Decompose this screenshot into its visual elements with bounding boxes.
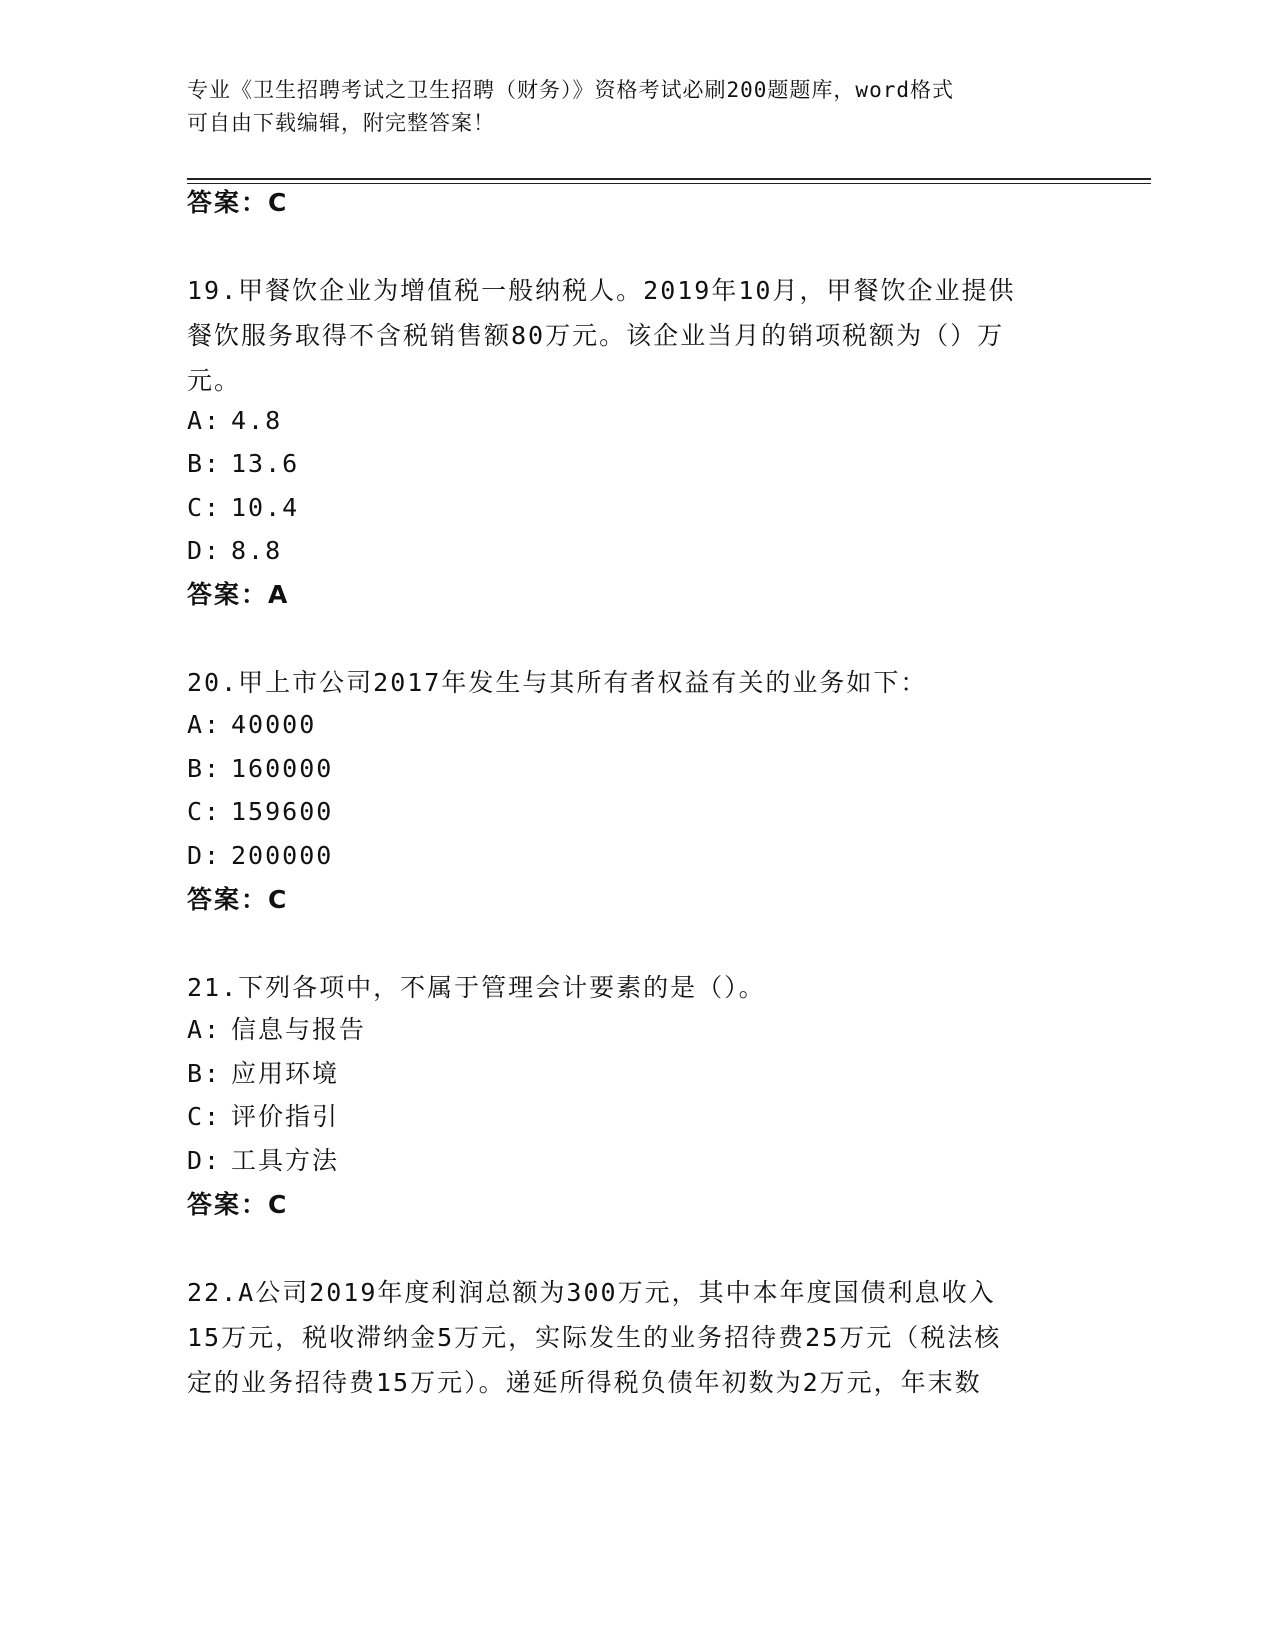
option-text: 13.6 [231,449,300,478]
option-letter: D: [187,1146,222,1175]
option-letter: D: [187,841,222,870]
question-line: 元。 [187,366,242,395]
option-d [187,839,333,873]
question-line: 21.下列各项中，不属于管理会计要素的是（）。 [187,973,766,1002]
header-divider-thin [187,183,1151,184]
option-text: 4.8 [231,406,283,435]
answer-label: 答案：C [187,885,289,914]
question-line: 22.A公司2019年度利润总额为300万元，其中本年度国债利息收入 [187,1278,996,1307]
option-text: 工具方法 [231,1146,340,1175]
option-d [187,534,282,568]
answer-label: 答案：A [187,580,290,609]
header-line-1: 专业《卫生招聘考试之卫生招聘（财务）》资格考试必刷200题题库，word格式 [187,78,954,102]
option-b [187,752,333,786]
answer-label: 答案：C [187,188,289,217]
option-text: 10.4 [231,493,300,522]
option-d [187,1144,339,1178]
option-a [187,1013,366,1047]
option-b [187,447,299,481]
option-letter: A: [187,406,222,435]
option-letter: A: [187,1015,222,1044]
option-letter: B: [187,1059,222,1088]
question-line: 19.甲餐饮企业为增值税一般纳税人。2019年10月，甲餐饮企业提供 [187,276,1016,305]
option-a [187,708,316,742]
question-22-text [187,1270,1087,1405]
answer-label: 答案：C [187,1190,289,1219]
option-text: 信息与报告 [231,1015,367,1044]
option-letter: A: [187,710,222,739]
document-header [187,74,1067,140]
option-c [187,795,333,829]
question-19-text [187,268,1087,403]
question-21-text [187,965,1087,1010]
question-line: 20.甲上市公司2017年发生与其所有者权益有关的业务如下： [187,668,928,697]
option-letter: C: [187,493,222,522]
question-line: 15万元，税收滞纳金5万元，实际发生的业务招待费25万元（税法核 [187,1323,1002,1352]
option-text: 160000 [231,754,334,783]
question-20-text [187,660,1087,705]
option-letter: B: [187,449,222,478]
option-c [187,1100,339,1134]
option-c [187,491,299,525]
option-letter: D: [187,536,222,565]
option-text: 评价指引 [231,1102,340,1131]
option-a [187,404,282,438]
question-line: 定的业务招待费15万元）。递延所得税负债年初数为2万元，年末数 [187,1368,982,1397]
option-text: 40000 [231,710,317,739]
option-b [187,1057,339,1091]
option-text: 8.8 [231,536,283,565]
header-divider-thick [187,178,1151,180]
option-text: 200000 [231,841,334,870]
option-text: 159600 [231,797,334,826]
header-line-2: 可自由下载编辑，附完整答案！ [187,111,495,135]
question-line: 餐饮服务取得不含税销售额80万元。该企业当月的销项税额为（）万 [187,321,1005,350]
option-text: 应用环境 [231,1059,340,1088]
option-letter: C: [187,797,222,826]
option-letter: B: [187,754,222,783]
option-letter: C: [187,1102,222,1131]
